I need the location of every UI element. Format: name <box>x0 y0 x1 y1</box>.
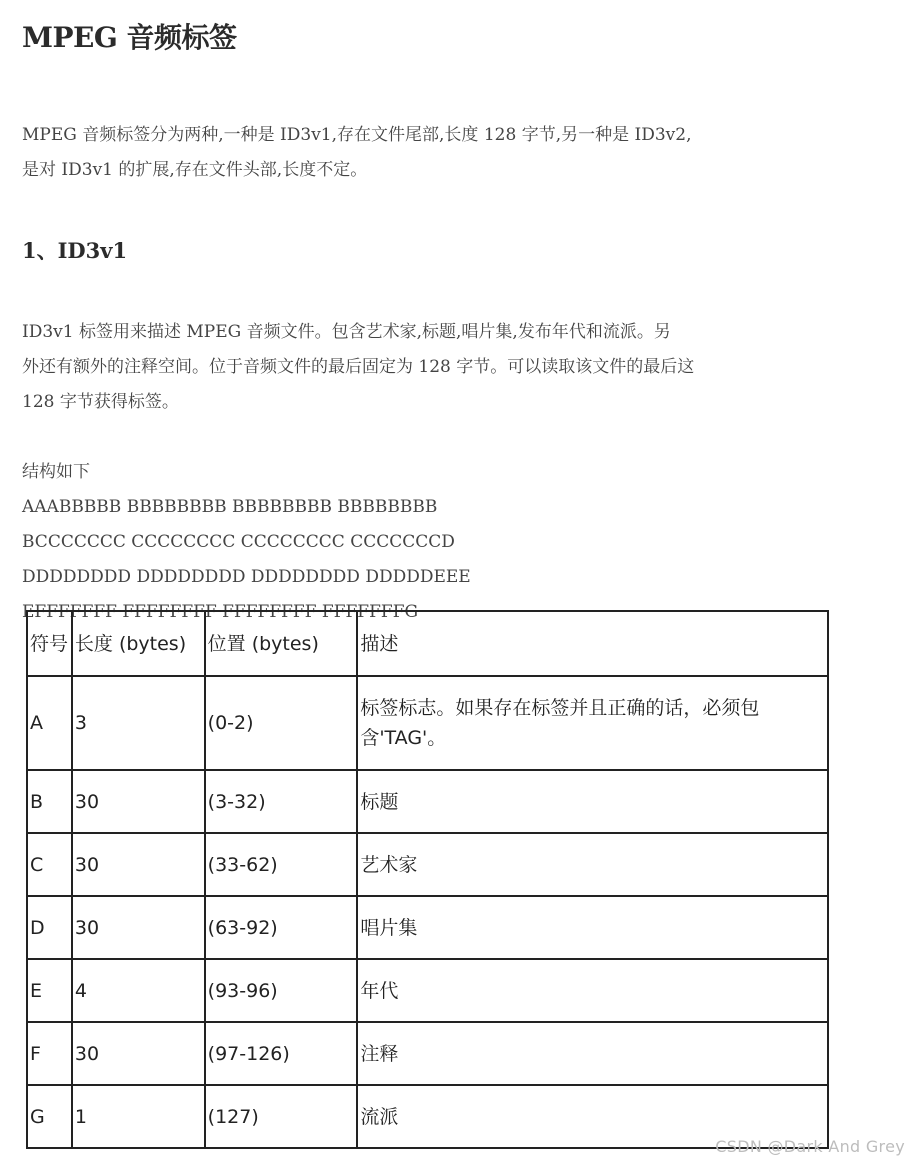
cell-length: 30 <box>72 833 205 896</box>
cell-description: 注释 <box>357 1022 828 1085</box>
cell-position: (3-32) <box>205 770 358 833</box>
intro-paragraph <box>22 118 782 188</box>
table-row <box>27 770 828 833</box>
cell-length: 30 <box>72 770 205 833</box>
header-length: 长度 (bytes) <box>72 611 205 676</box>
description-line: 128 字节获得标签。 <box>22 392 179 412</box>
table-row <box>27 896 828 959</box>
table-row <box>27 959 828 1022</box>
cell-position: (33-62) <box>205 833 358 896</box>
cell-description: 年代 <box>357 959 828 1022</box>
cell-description: 标签标志。如果存在标签并且正确的话，必须包含'TAG'。 <box>357 676 828 770</box>
cell-symbol: D <box>27 896 72 959</box>
structure-line: BCCCCCCC CCCCCCCC CCCCCCCC CCCCCCCD <box>22 532 455 552</box>
table-row <box>27 833 828 896</box>
cell-symbol: A <box>27 676 72 770</box>
cell-position: (0-2) <box>205 676 358 770</box>
cell-length: 3 <box>72 676 205 770</box>
intro-line: 是对 ID3v1 的扩展,存在文件头部,长度不定。 <box>22 160 368 180</box>
table-header-row <box>27 611 828 676</box>
header-description: 描述 <box>357 611 828 676</box>
cell-symbol: B <box>27 770 72 833</box>
structure-line: DDDDDDDD DDDDDDDD DDDDDDDD DDDDDEEE <box>22 567 471 587</box>
cell-description: 唱片集 <box>357 896 828 959</box>
cell-length: 1 <box>72 1085 205 1148</box>
cell-symbol: C <box>27 833 72 896</box>
cell-length: 30 <box>72 896 205 959</box>
header-position: 位置 (bytes) <box>205 611 358 676</box>
csdn-watermark: CSDN @Dark And Grey <box>715 1137 905 1156</box>
cell-position: (97-126) <box>205 1022 358 1085</box>
cell-length: 4 <box>72 959 205 1022</box>
structure-line: AAABBBBB BBBBBBBB BBBBBBBB BBBBBBBB <box>22 497 438 517</box>
description-line: 外还有额外的注释空间。位于音频文件的最后固定为 128 字节。可以读取该文件的最后这 <box>22 357 695 377</box>
cell-symbol: F <box>27 1022 72 1085</box>
description-line: ID3v1 标签用来描述 MPEG 音频文件。包含艺术家,标题,唱片集,发布年代和流派。另 <box>22 322 671 342</box>
cell-position: (63-92) <box>205 896 358 959</box>
cell-symbol: E <box>27 959 72 1022</box>
page-title: MPEG 音频标签 <box>22 21 237 54</box>
structure-label: 结构如下 <box>22 462 90 482</box>
id3v1-description <box>22 315 792 420</box>
table-row <box>27 1022 828 1085</box>
section-heading-id3v1: 1、ID3v1 <box>22 238 128 263</box>
cell-position: (127) <box>205 1085 358 1148</box>
intro-line: MPEG 音频标签分为两种,一种是 ID3v1,存在文件尾部,长度 128 字节,另一种是 ID3v2, <box>22 125 692 145</box>
structure-line: EFFFFFFF FFFFFFFF FFFFFFFF FFFFFFFG <box>22 602 419 622</box>
header-symbol: 符号 <box>27 611 72 676</box>
structure-block <box>22 455 471 630</box>
cell-symbol: G <box>27 1085 72 1148</box>
cell-description: 流派 <box>357 1085 828 1148</box>
table-row <box>27 676 828 770</box>
table-row <box>27 1085 828 1148</box>
cell-description: 标题 <box>357 770 828 833</box>
cell-position: (93-96) <box>205 959 358 1022</box>
cell-length: 30 <box>72 1022 205 1085</box>
id3v1-field-table <box>26 610 829 1149</box>
cell-description: 艺术家 <box>357 833 828 896</box>
